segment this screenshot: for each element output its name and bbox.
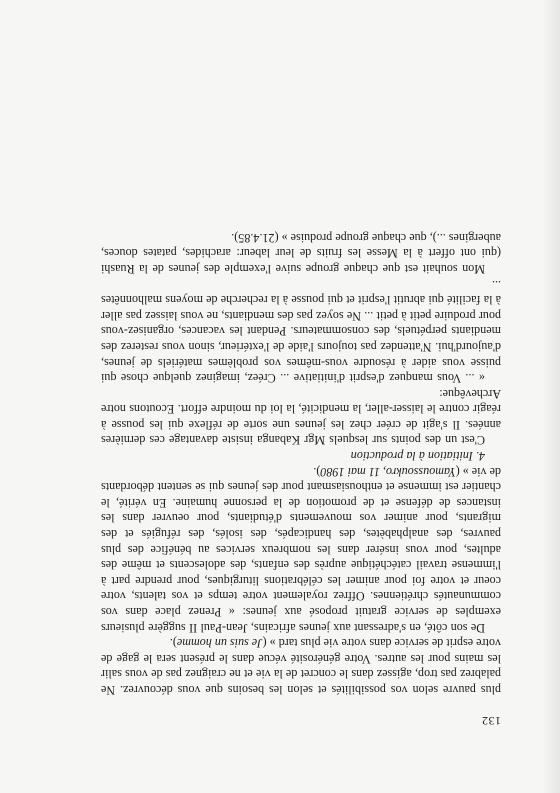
- section-heading: 4. Initiation à la production: [350, 449, 485, 464]
- paragraph-1-text: plus pauvre selon vos possibilités et selon les besoins que vous découvrez. Ne palabrez pas trop, agissez dans le concret de la vie et ne craignez pas de vous salir les mains pour les autres. Votre générosité vécue dans le présent sera le gage de votre esprit de service dans votre vie plus tard » (: [101, 636, 501, 697]
- page-number: 132: [481, 714, 501, 728]
- paragraph-2: [101, 463, 501, 635]
- paragraph-1-close: ).: [169, 636, 177, 651]
- paragraph-1: [101, 635, 501, 697]
- paragraph-3: C'est un des points sur lesquels Mgr Kabanga insiste davantage ces dernières années. Il s'agit de créer chez les jeunes une sorte de réflexe qui les pousse à réagir contre le laisser-aller, la mendicité, la loi du moindre effort. Ecoutons notre Archevêque:: [101, 386, 501, 448]
- binding-gutter: [542, 0, 560, 793]
- paragraph-2-text: De son côté, en s'adressant aux jeunes africains, Jean-Paul II suggère plusieurs exemples de service gratuit proposé aux jeunes: « Prenez place dans vos communautés chrétiennes. Offrez royalement votre temps et vos talents, votre coeur et votre foi pour animer les célébrations liturgiques, pour prendre part à l'immense travail catéchétique auprès des enfants, des adolescents et même des adultes, pour vous insérer dans les nombreux services au bénéfice des plus pauvres, des analphabètes, des handicapés, des isolés, des réfugiés et des migrants, pour animer vos mouvements d'étudiants, pour oeuvrer dans les instances de défense et de promotion de la personne humaine. En vérité, le chantier est immense et enthousiasmant pour des jeunes qui se sentent débordants de vie » (: [101, 464, 501, 635]
- paragraph-2-close: ).: [313, 464, 321, 479]
- text-column: [101, 229, 501, 697]
- paragraph-2-reference: Yamoussoukro, 11 mai 1980: [320, 464, 456, 479]
- paragraph-4: « ... Vous manquez d'esprit d'initiative ... Créez, imaginez quelque chose qui puisse vous aider à résoudre vous-mêmes vos problèmes matériels de jeunes, d'aujourd'hui. N'attendez pas toujours l'aide de l'extérieur, sinon vous resterez des mendiants perpétuels, des consommateurs. Pendant les vacances, organisez-vous pour produire petit à petit ... Ne soyez pas des mendiants, ne vous laissez pas aller à la facilité qui abrutit l'esprit et qui pousse à la recherche de moyens malhonnêtes ...: [101, 277, 501, 386]
- paragraph-1-reference: Je suis un homme: [176, 636, 263, 651]
- paragraph-5: Mon souhait est que chaque groupe suive l'exemple des jeunes de la Ruashi (qui ont offert à la Messe les fruits de leur labeur: arachides, patates douces, aubergines ...), que chaque groupe produise » (21.4.85).: [101, 230, 501, 276]
